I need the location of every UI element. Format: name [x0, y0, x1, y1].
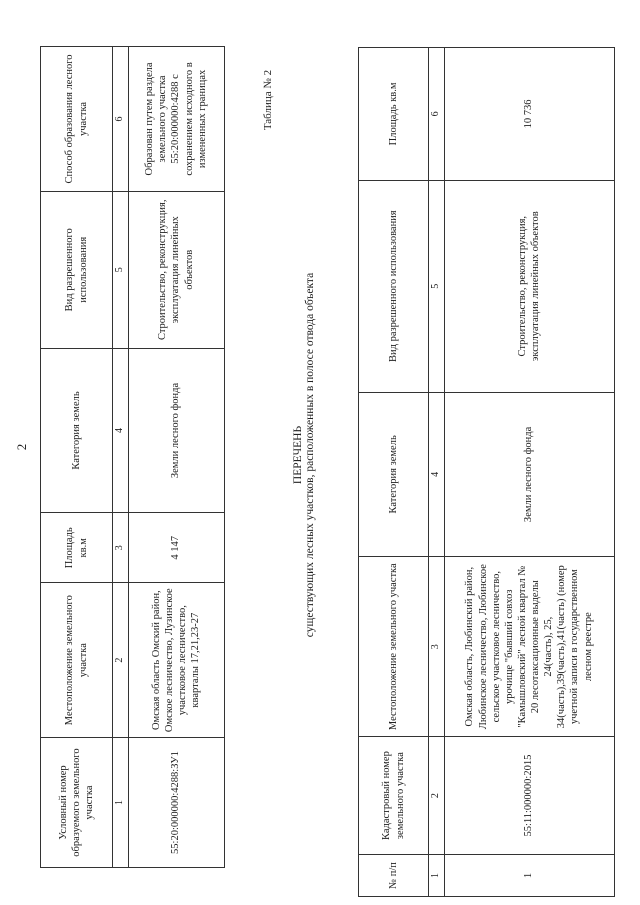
cell-land-category: Земли лесного фонда — [444, 392, 614, 557]
cell-location: Омская область Омский район, Омское лесничество, Лузинское участковое лесничество, кварталы 17,21,23-27 — [128, 583, 224, 738]
column-number: 4 — [429, 392, 445, 557]
column-number: 2 — [113, 583, 129, 738]
land-plot-table — [40, 46, 225, 868]
header-cell: Площадь кв.м — [41, 513, 113, 583]
header-cell: Кадастровый номер земельного участка — [359, 737, 429, 855]
column-number: 5 — [429, 180, 445, 392]
cell-location: Омская область, Любинский район, Любинское лесничество, Любинское сельское участковое лесничество, урочище "бывший совхоз "Камышловский" лесной квартал № 20 лесотаксационные выделы 24(часть), 25, 34(часть),39(часть),41(часть) (номер учетной записи в государственном лесном реестре — [444, 557, 614, 737]
header-cell: Условный номер образуемого земельного участка — [41, 738, 113, 868]
heading-title: ПЕРЕЧЕНЬ — [292, 425, 304, 485]
column-number: 2 — [429, 737, 445, 855]
header-cell: Вид разрешенного использования — [359, 180, 429, 392]
header-cell: Категория земель — [41, 348, 113, 513]
header-cell: Площадь кв.м — [359, 48, 429, 181]
header-cell: Вид разрешенного использования — [41, 191, 113, 348]
cell-index: 1 — [444, 855, 614, 897]
header-cell: № п/п — [359, 855, 429, 897]
list-heading — [292, 155, 316, 755]
cell-land-category: Земли лесного фонда — [128, 348, 224, 513]
column-number: 3 — [113, 513, 129, 583]
table-header-row — [41, 47, 113, 868]
column-number: 6 — [429, 48, 445, 181]
table-row — [444, 48, 614, 897]
header-cell: Местоположение земельного участка — [41, 583, 113, 738]
table-number-row — [429, 48, 445, 897]
forest-plot-table — [358, 47, 615, 897]
table-caption: Таблица № 2 — [262, 69, 274, 131]
column-number: 1 — [429, 855, 445, 897]
table-number-row — [113, 47, 129, 868]
cell-permitted-use: Строительство, реконструкция, эксплуатация линейных объектов — [128, 191, 224, 348]
cell-area: 10 736 — [444, 48, 614, 181]
cell-permitted-use: Строительство, реконструкция, эксплуатация линейных объектов — [444, 180, 614, 392]
column-number: 3 — [429, 557, 445, 737]
header-cell: Местоположение земельного участка — [359, 557, 429, 737]
table-row — [128, 47, 224, 868]
column-number: 4 — [113, 348, 129, 513]
column-number: 6 — [113, 47, 129, 192]
header-cell: Способ образования лесного участка — [41, 47, 113, 192]
cell-area: 4 147 — [128, 513, 224, 583]
heading-subtitle: существующих лесных участков, расположенных в полосе отвода объекта — [304, 272, 316, 638]
page-number: 2 — [14, 443, 29, 451]
cell-plot-number: 55:20:000000:4288:ЗУ1 — [128, 738, 224, 868]
column-number: 1 — [113, 738, 129, 868]
cell-cadastral-number: 55:11:000000:2015 — [444, 737, 614, 855]
cell-formation-method: Образован путем раздела земельного участка 55:20:000000:4288 с сохранением исходного в измененных границах — [128, 47, 224, 192]
column-number: 5 — [113, 191, 129, 348]
header-cell: Категория земель — [359, 392, 429, 557]
table-header-row — [359, 48, 429, 897]
